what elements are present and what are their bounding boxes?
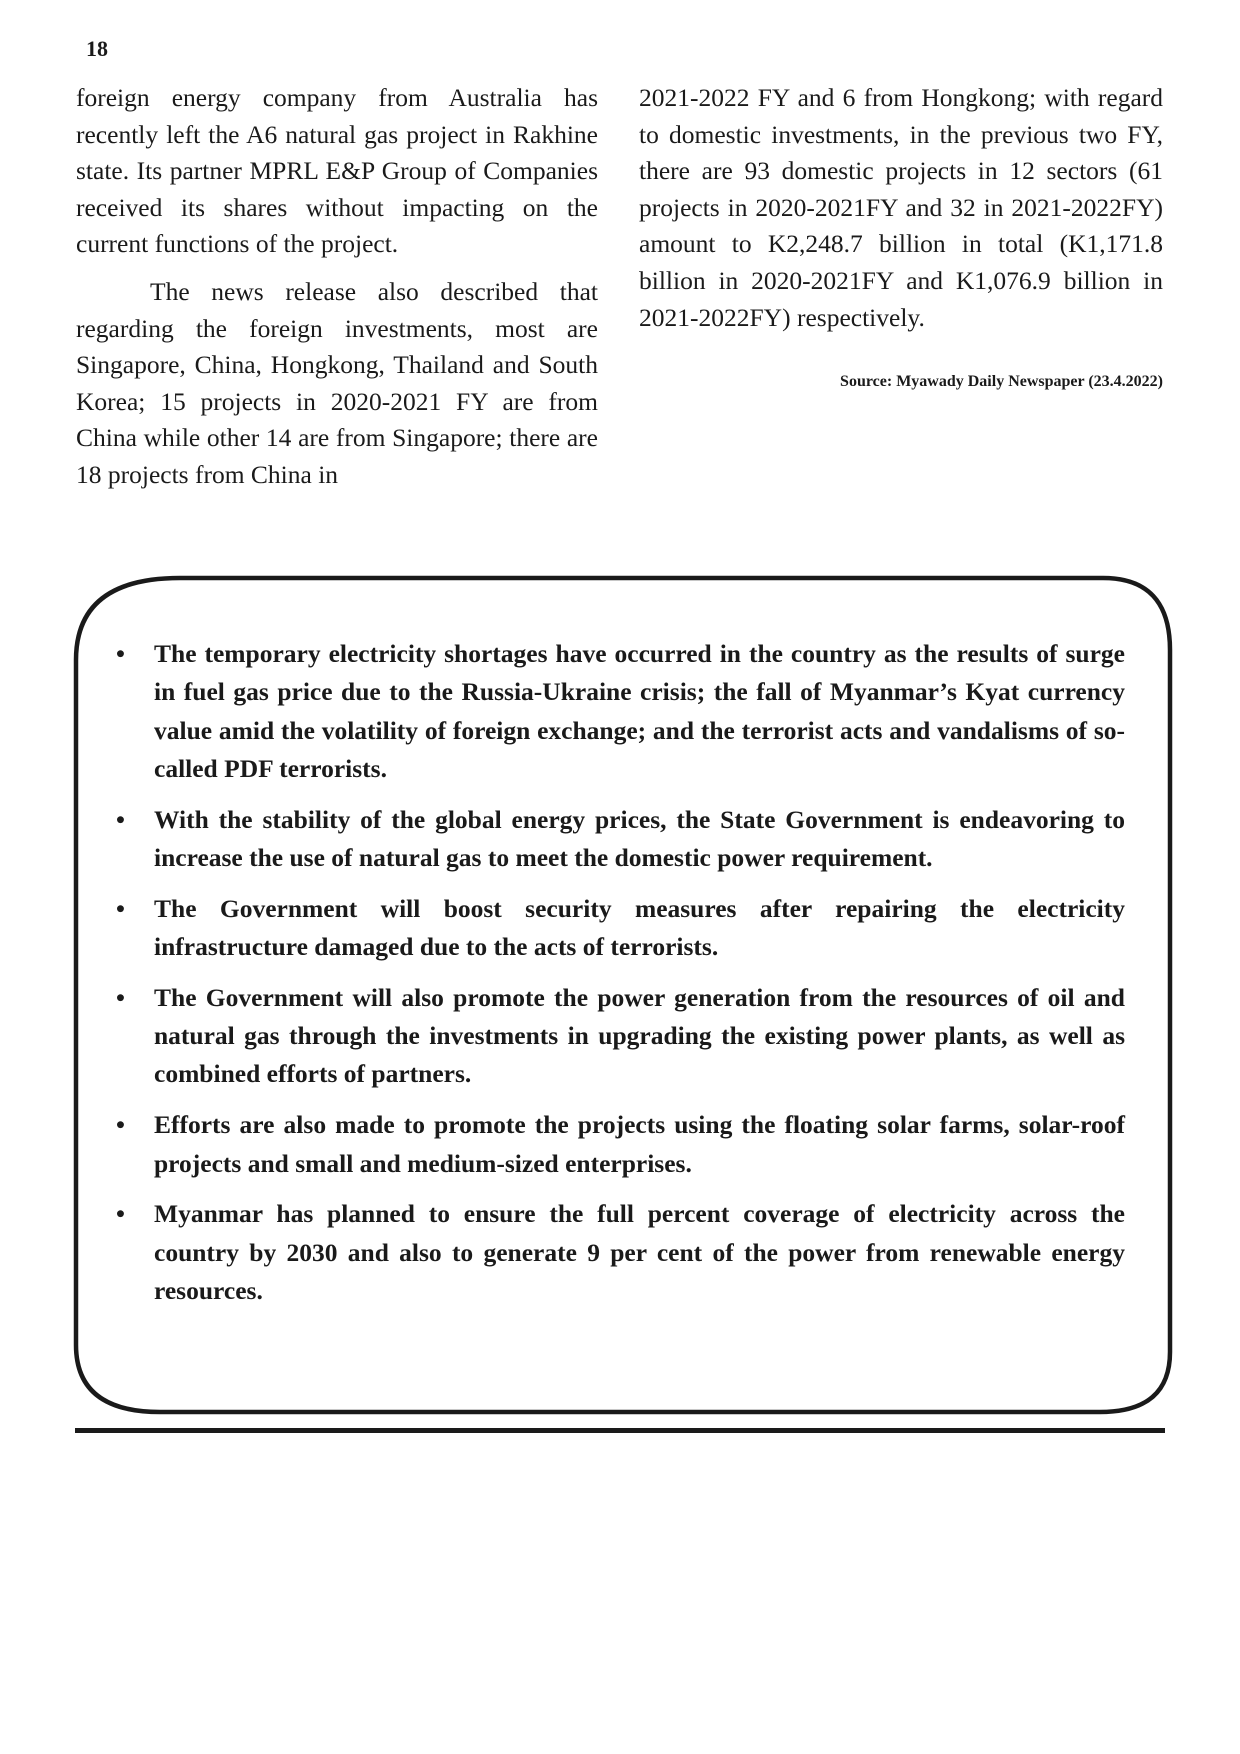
- highlights-list: [112, 635, 1125, 1310]
- right-column: [639, 80, 1163, 392]
- highlight-item: [112, 635, 1125, 788]
- bullet-icon: •: [116, 1199, 125, 1229]
- bullet-icon: •: [116, 804, 125, 834]
- page-number: 18: [86, 36, 108, 61]
- left-paragraph-1: foreign energy company from Australia has recently left the A6 natural gas project in Rakhine state. Its partner MPRL E&P Group of Companies received its shares without impacting on the current functions of the project.: [76, 83, 598, 259]
- highlight-text: Myanmar has planned to ensure the full percent coverage of electricity across the country by 2030 and also to generate 9 per cent of the power from renewable energy resources.: [154, 1199, 1125, 1305]
- bullet-icon: •: [116, 639, 125, 668]
- left-column: [76, 80, 598, 494]
- bullet-icon: •: [116, 1110, 125, 1140]
- highlight-item: [112, 1195, 1125, 1310]
- highlight-text: Efforts are also made to promote the projects using the floating solar farms, solar-roof projects and small and medium-sized enterprises.: [154, 1110, 1125, 1178]
- bullet-icon: •: [116, 982, 125, 1012]
- highlight-text: With the stability of the global energy prices, the State Government is endeavoring to increase the use of natural gas to meet the domestic power requirement.: [154, 804, 1125, 872]
- bottom-rule: [75, 1428, 1165, 1433]
- highlight-text: The Government will also promote the power generation from the resources of oil and natural gas through the investments in upgrading the existing power plants, as well as combined efforts of partners.: [154, 982, 1125, 1089]
- highlight-item: [112, 890, 1125, 967]
- source-citation: Source: Myawady Daily Newspaper (23.4.2022): [840, 373, 1163, 391]
- right-paragraph: 2021-2022 FY and 6 from Hongkong; with regard to domestic investments, in the previous two FY, there are 93 domestic projects in 12 sectors (61 projects in 2020-2021FY and 32 in 2021-2022FY) amount to K2,248.7 billion in total (K1,171.8 billion in 2020-2021FY and K1,076.9 billion in 2021-2022FY) respectively.: [639, 83, 1163, 332]
- highlight-text: The temporary electricity shortages have occurred in the country as the results of surge in fuel gas price due to the Russia-Ukraine crisis; the fall of Myanmar’s Kyat currency value amid the volatility of foreign exchange; and the terrorist acts and vandalisms of so-called PDF terrorists.: [154, 639, 1125, 783]
- highlights-box: [112, 635, 1125, 1323]
- highlight-item: [112, 1106, 1125, 1183]
- highlight-text: The Government will boost security measures after repairing the electricity infrastructure damaged due to the acts of terrorists.: [154, 893, 1125, 962]
- bullet-icon: •: [116, 893, 125, 923]
- highlight-item: [112, 979, 1125, 1094]
- left-paragraph-2: The news release also described that regarding the foreign investments, most are Singapore, China, Hongkong, Thailand and South Korea; 15 projects in 2020-2021 FY are from China while other 14 are from Singapore; there are 18 projects from China in: [76, 276, 598, 489]
- highlight-item: [112, 801, 1125, 878]
